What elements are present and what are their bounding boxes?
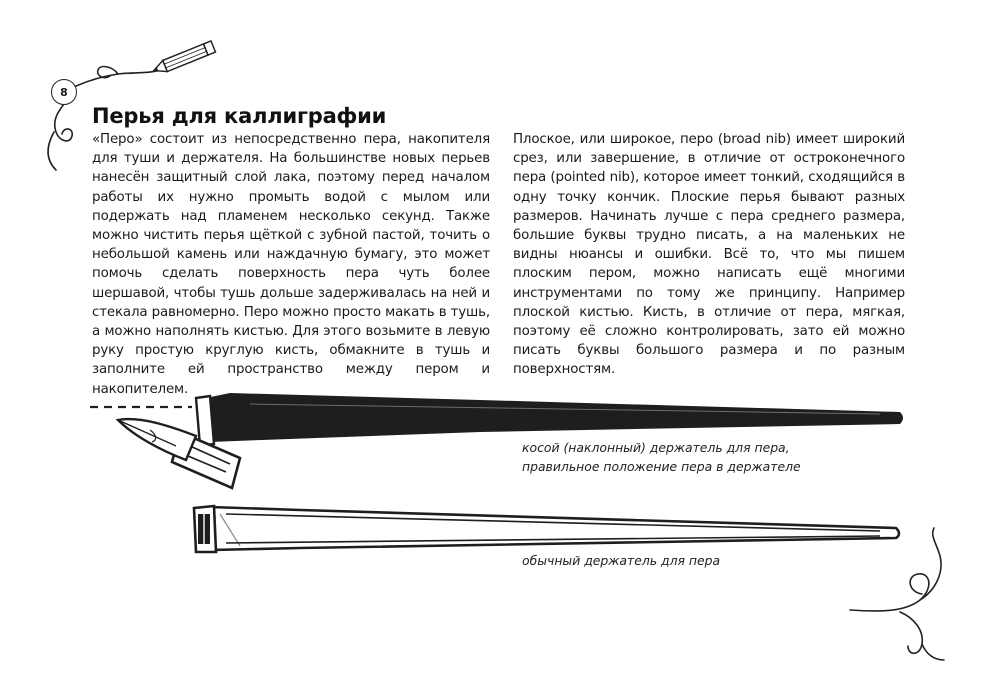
straight-pen-holder bbox=[194, 506, 899, 552]
body-text-left: «Перо» состоит из непосредственно пера, накопителя для туши и держателя. На большинстве новых перьев нанесён защитный слой лака, поэтому перед началом работы их нужно промыть водой с мылом или подержать над пламенем несколько секунд. Также можно чистить перья щёткой с зубной пастой, точить о небольшой камень или наждачную бумагу, это может помочь сделать поверхность пера чуть более шершавой, чтобы тушь дольше задерживалась на ней и стекала равномерно. Перо можно просто макать в тушь, а можно наполнять кистью. Для этого возьмите в левую руку простую круглую кисть, обмакните в тушь и заполните ей пространство между пером и накопителем. bbox=[92, 132, 490, 397]
caption-oblique-line1: косой (наклонный) держатель для пера, bbox=[522, 440, 790, 455]
pencil-icon bbox=[152, 41, 216, 76]
caption-oblique-line2: правильное положение пера в держателе bbox=[522, 459, 801, 474]
page-title: Перья для каллиграфии bbox=[92, 104, 387, 128]
caption-straight-line: обычный держатель для пера bbox=[522, 553, 721, 568]
caption-oblique-holder bbox=[522, 438, 882, 476]
swirl-flourish-bottom bbox=[850, 528, 944, 660]
page-number: 8 bbox=[51, 79, 77, 105]
caption-straight-holder bbox=[522, 551, 882, 570]
body-text-right: Плоское, или широкое, перо (broad nib) имеет широкий срез, или завершение, в отличие от остроконечного пера (pointed nib), которое имеет тонкий, сходящийся в одну точку кончик. Плоские перья бывают разных размеров. Начинать лучше с пера среднего размера, большие буквы трудно писать, а на маленьких не видны нюансы и ошибки. Всё то, что мы пишем плоским пером, можно написать ещё многими инструментами по тому же принципу. Например плоской кистью. Кисть, в отличие от пера, мягкая, поэтому её сложно контролировать, зато ей можно писать буквы большого размера и по разным поверхностям. bbox=[513, 132, 905, 378]
